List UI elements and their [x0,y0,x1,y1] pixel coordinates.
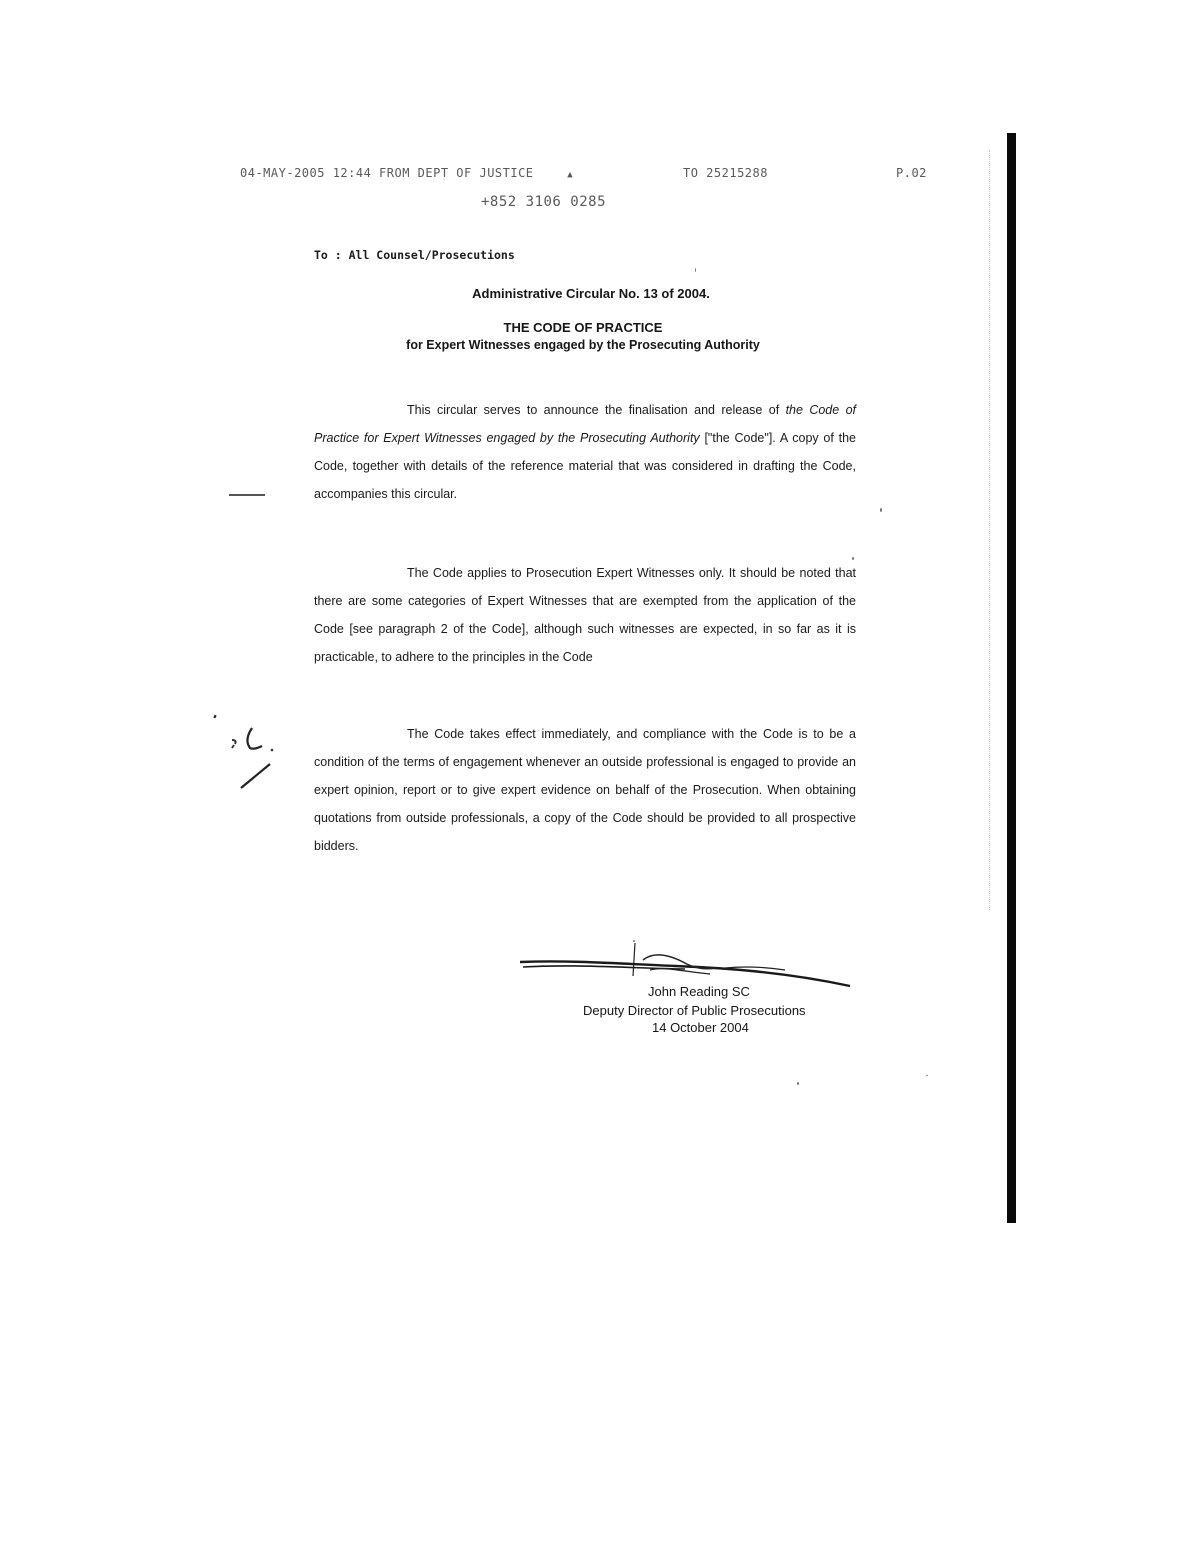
fax-to-number: TO 25215288 [683,166,768,180]
fax-page-number: P.02 [896,166,927,180]
paragraph-1-code-name: the Code of Practice for Expert Witnesses engaged by the Prosecuting Authority [314,403,857,445]
paragraph-announcement [314,396,856,508]
paragraph-1-start: This circular serves to announce the finalisation and release of [407,403,786,417]
fax-phone-number: +852 3106 0285 [481,194,607,210]
fax-header-text: 04-MAY-2005 12:44 FROM DEPT OF JUSTICE [240,166,534,180]
signatory-name: John Reading SC [648,984,750,999]
code-subtitle: for Expert Witnesses engaged by the Prosecuting Authority [406,338,760,352]
fax-transmission-header [240,166,573,180]
circular-title: Administrative Circular No. 13 of 2004. [472,286,710,301]
scan-speck [633,940,635,942]
scan-speck [797,1082,799,1085]
handwritten-margin-mark [208,712,278,792]
scan-speck [926,1075,928,1076]
paragraph-1-end: ["the Code"]. A copy of the Code, together with details of the reference material that was considered in drafting the Code, accompanies this circular. [314,431,856,501]
scan-edge-line [989,150,991,910]
signatory-title: Deputy Director of Public Prosecutions [583,1003,806,1018]
paragraph-compliance: The Code takes effect immediately, and compliance with the Code is to be a condition of the terms of engagement whenever an outside professional is engaged to provide an expert opinion, report or to give expert evidence on behalf of the Prosecution. When obtaining quotations from outside professionals, a copy of the Code should be provided to all prospective bidders. [314,727,856,853]
fax-marker: ▲ [567,170,574,180]
scan-speck [695,268,696,272]
scan-speck [880,508,882,512]
paragraph-scope: The Code applies to Prosecution Expert Witnesses only. It should be noted that there are some categories of Expert Witnesses that are exempted from the application of the Code [see paragraph 2 of the Code], although such witnesses are expected, in so far as it is practicable, to adhere to the principles in the Code [314,566,856,664]
recipient-line: To : All Counsel/Prosecutions [314,248,515,262]
scan-speck [852,557,854,560]
signatory-date: 14 October 2004 [652,1020,749,1035]
handwritten-signature [515,940,855,1010]
code-title: THE CODE OF PRACTICE [503,320,663,335]
margin-dash-mark [229,494,265,496]
